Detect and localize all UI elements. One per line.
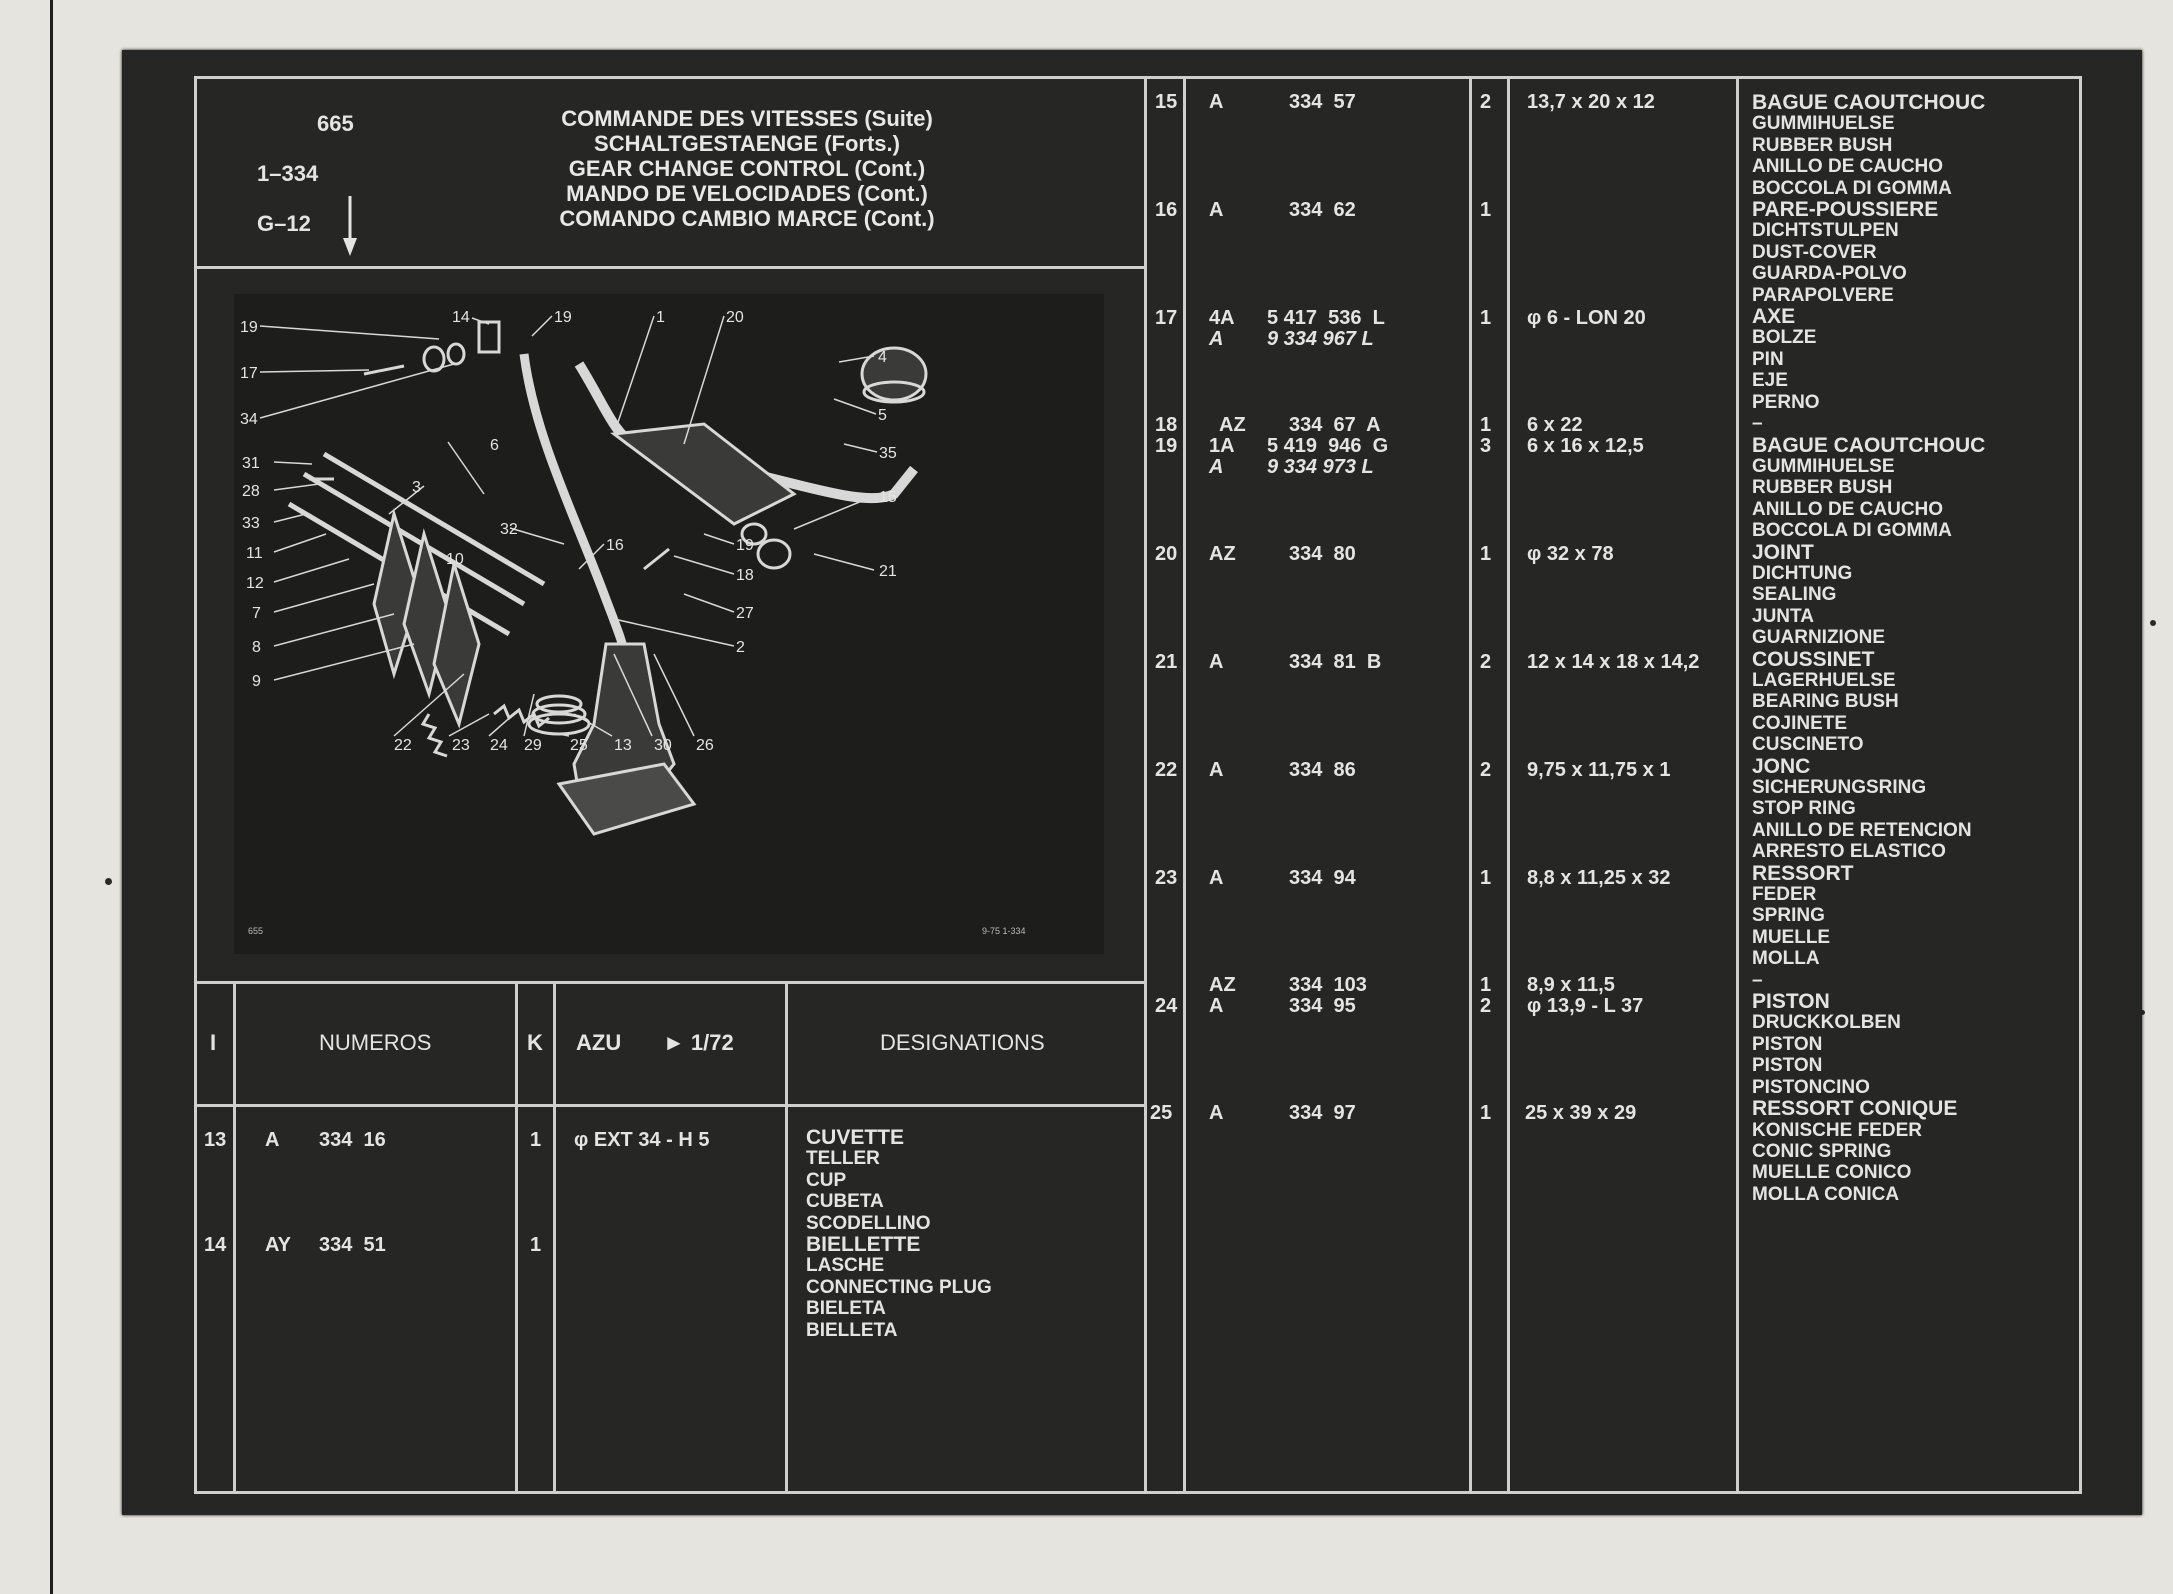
callout-33: 33 bbox=[242, 515, 260, 532]
row-20-k: 1 bbox=[1480, 543, 1492, 565]
callout-9: 9 bbox=[252, 673, 261, 690]
dust-speck bbox=[105, 878, 112, 885]
divider-left-right bbox=[1144, 76, 1147, 1494]
row-17-azu: φ 6 - LON 20 bbox=[1527, 307, 1646, 329]
row-18-k: 1 bbox=[1480, 414, 1492, 436]
designation-translation: CUSCINETO bbox=[1752, 734, 1864, 756]
row-23-k: 1 bbox=[1480, 867, 1492, 889]
row-14-index: 14 bbox=[204, 1234, 227, 1256]
row-24-k-b: 2 bbox=[1480, 995, 1492, 1017]
desig-it: BIELLETA bbox=[806, 1319, 898, 1341]
callout-17: 17 bbox=[240, 365, 258, 382]
designation-translation: ARRESTO ELASTICO bbox=[1752, 841, 1946, 863]
designation-translation: BOCCOLA DI GOMMA bbox=[1752, 177, 1952, 199]
designation-translation: PIN bbox=[1752, 348, 1784, 370]
row-13-k: 1 bbox=[530, 1129, 542, 1151]
row-13-prefix: A bbox=[265, 1129, 280, 1151]
designation-translation: PISTONCINO bbox=[1752, 1076, 1870, 1098]
row-19-number-a: 5 419 946 G bbox=[1267, 435, 1389, 457]
divider-right-i bbox=[1183, 76, 1186, 1494]
title-line-de: SCHALTGESTAENGE (Forts.) bbox=[594, 131, 900, 156]
row-18-prefix: AZ bbox=[1219, 414, 1246, 436]
callout-32: 32 bbox=[500, 521, 518, 538]
row-18-index: 18 bbox=[1155, 414, 1178, 436]
designation-translation: FEDER bbox=[1752, 884, 1817, 906]
designations-right-column bbox=[1752, 92, 1985, 1205]
callout-6: 6 bbox=[490, 437, 499, 454]
callout-14: 14 bbox=[452, 309, 470, 326]
callout-8: 8 bbox=[252, 639, 261, 656]
designation-translation: GUMMIHUELSE bbox=[1752, 455, 1895, 477]
page-title bbox=[462, 106, 1032, 231]
row-23-prefix: A bbox=[1209, 867, 1224, 889]
row-19-number-b: 9 334 973 L bbox=[1267, 456, 1374, 478]
diagram-footer-left: 655 bbox=[248, 926, 264, 936]
designation-translation: SEALING bbox=[1752, 584, 1837, 606]
callout-19b: 19 bbox=[554, 309, 572, 326]
callout-26: 26 bbox=[696, 737, 714, 754]
designation-translation: DICHTUNG bbox=[1752, 562, 1853, 584]
callout-10: 10 bbox=[446, 551, 464, 568]
group-code: G–12 bbox=[257, 211, 311, 236]
divider-left-azu bbox=[785, 981, 788, 1494]
row-13-designation bbox=[806, 1127, 931, 1234]
designation-translation: PARAPOLVERE bbox=[1752, 284, 1894, 306]
row-19-azu: 6 x 16 x 12,5 bbox=[1527, 435, 1644, 457]
row-24-number-a: 334 103 bbox=[1289, 974, 1367, 996]
designation-translation: STOP RING bbox=[1752, 798, 1856, 820]
title-line-fr: COMMANDE DES VITESSES (Suite) bbox=[561, 106, 933, 131]
designation-translation: CONIC SPRING bbox=[1752, 1140, 1892, 1162]
row-17-prefix-a: 4A bbox=[1209, 307, 1235, 329]
designation-translation: DRUCKKOLBEN bbox=[1752, 1012, 1901, 1034]
callout-20: 20 bbox=[726, 309, 744, 326]
designation-translation: MUELLE bbox=[1752, 926, 1831, 948]
designation-translation: MUELLE CONICO bbox=[1752, 1162, 1912, 1184]
designation-translation: COJINETE bbox=[1752, 712, 1848, 734]
designation-main: RESSORT bbox=[1752, 861, 1854, 885]
designation-translation: JUNTA bbox=[1752, 605, 1814, 627]
callout-15: 15 bbox=[879, 489, 897, 506]
column-header-bottom-line bbox=[194, 1104, 1146, 1107]
row-15-number: 334 57 bbox=[1289, 91, 1356, 113]
header-bottom-line bbox=[194, 266, 1146, 269]
row-21-k: 2 bbox=[1480, 651, 1492, 673]
designation-main: JONC bbox=[1752, 754, 1811, 778]
designation-translation: KONISCHE FEDER bbox=[1752, 1119, 1922, 1141]
callout-31: 31 bbox=[242, 455, 260, 472]
row-14-designation bbox=[806, 1234, 992, 1341]
parts-catalog-sheet bbox=[122, 50, 2142, 1515]
callout-34: 34 bbox=[240, 411, 258, 428]
divider-left-k bbox=[553, 981, 556, 1494]
desig-it: SCODELLINO bbox=[806, 1212, 931, 1234]
row-15-k: 2 bbox=[1480, 91, 1492, 113]
divider-right-azu bbox=[1736, 76, 1739, 1494]
row-21-index: 21 bbox=[1155, 651, 1178, 673]
divider-left-i bbox=[233, 981, 236, 1494]
row-14-prefix: AY bbox=[265, 1234, 291, 1256]
row-25-azu: 25 x 39 x 29 bbox=[1525, 1102, 1637, 1124]
row-19-prefix-b: A bbox=[1209, 456, 1224, 478]
row-21-number: 334 81 B bbox=[1289, 651, 1382, 673]
row-24-prefix-a: AZ bbox=[1209, 974, 1236, 996]
designation-translation: ANILLO DE CAUCHO bbox=[1752, 498, 1944, 520]
row-24-number-b: 334 95 bbox=[1289, 995, 1356, 1017]
row-16-index: 16 bbox=[1155, 199, 1178, 221]
row-14-number: 334 51 bbox=[319, 1234, 386, 1256]
designation-translation: PERNO bbox=[1752, 391, 1820, 413]
row-14-k: 1 bbox=[530, 1234, 542, 1256]
desig-de: TELLER bbox=[806, 1148, 880, 1170]
row-20-prefix: AZ bbox=[1209, 543, 1236, 565]
callout-13: 13 bbox=[614, 737, 632, 754]
desig-es: BIELETA bbox=[806, 1298, 886, 1320]
title-line-en: GEAR CHANGE CONTROL (Cont.) bbox=[568, 156, 926, 181]
designation-translation: PISTON bbox=[1752, 1033, 1823, 1055]
row-20-index: 20 bbox=[1155, 543, 1178, 565]
designation-translation: RUBBER BUSH bbox=[1752, 134, 1893, 156]
row-17-number-a: 5 417 536 L bbox=[1267, 307, 1385, 329]
callout-7: 7 bbox=[252, 605, 261, 622]
designation-translation: BOLZE bbox=[1752, 327, 1817, 349]
row-20-azu: φ 32 x 78 bbox=[1527, 543, 1614, 565]
callout-24: 24 bbox=[490, 737, 508, 754]
row-17-k: 1 bbox=[1480, 307, 1492, 329]
callout-4: 4 bbox=[878, 349, 887, 366]
callout-35: 35 bbox=[879, 445, 897, 462]
desig-en: CONNECTING PLUG bbox=[806, 1276, 992, 1298]
designation-translation: RUBBER BUSH bbox=[1752, 477, 1893, 499]
row-21-azu: 12 x 14 x 18 x 14,2 bbox=[1527, 651, 1700, 673]
arrow-down-icon bbox=[340, 196, 360, 258]
callout-11: 11 bbox=[246, 545, 263, 562]
diagram-footer-right: 9-75 1-334 bbox=[982, 926, 1026, 936]
row-24-azu-b: φ 13,9 - L 37 bbox=[1527, 995, 1644, 1017]
row-17-index: 17 bbox=[1155, 307, 1178, 329]
designation-translation: SICHERUNGSRING bbox=[1752, 777, 1927, 798]
callout-1: 1 bbox=[656, 309, 665, 326]
designation-main: JOINT bbox=[1752, 540, 1814, 564]
model-code: 1–334 bbox=[257, 161, 319, 186]
row-13-azu: φ EXT 34 - H 5 bbox=[574, 1129, 710, 1151]
dust-speck bbox=[2150, 620, 2156, 626]
row-15-index: 15 bbox=[1155, 91, 1178, 113]
callout-3: 3 bbox=[412, 479, 421, 496]
row-24-k-a: 1 bbox=[1480, 974, 1492, 996]
callout-2: 2 bbox=[736, 639, 745, 656]
callout-18: 18 bbox=[736, 567, 754, 584]
col-header-numeros: NUMEROS bbox=[319, 1030, 432, 1055]
row-19-prefix-a: 1A bbox=[1209, 435, 1235, 457]
designation-main: BAGUE CAOUTCHOUC bbox=[1752, 91, 1986, 114]
designation-main: RESSORT CONIQUE bbox=[1752, 1097, 1958, 1121]
callout-25: 25 bbox=[570, 737, 588, 754]
designation-translation: PISTON bbox=[1752, 1055, 1823, 1077]
callout-29: 29 bbox=[524, 737, 542, 754]
designation-main: COUSSINET bbox=[1752, 647, 1875, 671]
designation-main: AXE bbox=[1752, 305, 1796, 329]
section-number: 665 bbox=[317, 111, 354, 136]
desig-es: CUBETA bbox=[806, 1191, 884, 1213]
row-19-k: 3 bbox=[1480, 435, 1492, 457]
callout-16: 16 bbox=[606, 537, 624, 554]
designation-translation: – bbox=[1752, 413, 1763, 435]
designation-translation: BEARING BUSH bbox=[1752, 691, 1899, 713]
row-24-prefix-b: A bbox=[1209, 995, 1224, 1017]
col-header-i: I bbox=[210, 1030, 217, 1055]
diagram-drawing bbox=[234, 294, 1104, 954]
designation-translation: GUMMIHUELSE bbox=[1752, 113, 1895, 135]
designation-translation: GUARDA-POLVO bbox=[1752, 263, 1907, 285]
desig-fr: BIELLETTE bbox=[806, 1233, 921, 1256]
row-22-number: 334 86 bbox=[1289, 759, 1356, 781]
col-header-k: K bbox=[527, 1030, 543, 1055]
row-21-prefix: A bbox=[1209, 651, 1224, 673]
divider-right-k bbox=[1507, 76, 1510, 1494]
row-24-index: 24 bbox=[1155, 995, 1178, 1017]
row-13-number: 334 16 bbox=[319, 1129, 386, 1151]
scan-edge-line bbox=[50, 0, 53, 1594]
row-25-number: 334 97 bbox=[1289, 1102, 1356, 1124]
exploded-diagram bbox=[234, 294, 1104, 954]
row-25-index: 25 bbox=[1150, 1102, 1173, 1124]
designation-translation: ANILLO DE RETENCION bbox=[1752, 819, 1972, 841]
designation-translation: – bbox=[1752, 969, 1763, 991]
designation-translation: MOLLA bbox=[1752, 948, 1820, 970]
designation-translation: ANILLO DE CAUCHO bbox=[1752, 156, 1944, 178]
row-22-azu: 9,75 x 11,75 x 1 bbox=[1527, 759, 1671, 781]
designation-main: BAGUE CAOUTCHOUC bbox=[1752, 433, 1986, 457]
callout-27: 27 bbox=[736, 605, 754, 622]
row-19-index: 19 bbox=[1155, 435, 1178, 457]
row-18-number: 334 67 A bbox=[1289, 414, 1381, 436]
col-header-azu: AZU bbox=[576, 1030, 622, 1055]
callout-22: 22 bbox=[394, 737, 412, 754]
designation-translation: LAGERHUELSE bbox=[1752, 669, 1896, 691]
designation-translation: BOCCOLA DI GOMMA bbox=[1752, 520, 1952, 542]
col-header-designations: DESIGNATIONS bbox=[880, 1030, 1045, 1055]
divider-left-num bbox=[515, 981, 518, 1494]
designation-translation: MOLLA CONICA bbox=[1752, 1183, 1900, 1205]
row-22-prefix: A bbox=[1209, 759, 1224, 781]
callout-21: 21 bbox=[879, 563, 897, 580]
designation-translation: EJE bbox=[1752, 370, 1788, 392]
diagram-bottom-line bbox=[194, 981, 1146, 984]
col-header-azu-ratio: ► 1/72 bbox=[663, 1030, 734, 1055]
row-25-prefix: A bbox=[1209, 1102, 1224, 1124]
title-line-es: MANDO DE VELOCIDADES (Cont.) bbox=[566, 181, 928, 206]
callout-30: 30 bbox=[654, 737, 672, 754]
row-15-azu: 13,7 x 20 x 12 bbox=[1527, 91, 1655, 113]
row-23-number: 334 94 bbox=[1289, 867, 1356, 889]
designation-translation: SPRING bbox=[1752, 905, 1825, 927]
callout-19a: 19 bbox=[240, 319, 258, 336]
row-23-azu: 8,8 x 11,25 x 32 bbox=[1527, 867, 1671, 889]
row-22-k: 2 bbox=[1480, 759, 1492, 781]
row-16-number: 334 62 bbox=[1289, 199, 1356, 221]
designation-translation: DUST-COVER bbox=[1752, 241, 1877, 263]
desig-fr: CUVETTE bbox=[806, 1126, 905, 1149]
title-line-it: COMANDO CAMBIO MARCE (Cont.) bbox=[559, 206, 935, 231]
designation-translation: DICHTSTULPEN bbox=[1752, 220, 1899, 242]
divider-right-num bbox=[1469, 76, 1472, 1494]
row-24-azu-a: 8,9 x 11,5 bbox=[1527, 974, 1615, 996]
desig-de: LASCHE bbox=[806, 1255, 885, 1277]
row-16-prefix: A bbox=[1209, 199, 1224, 221]
designation-main: PISTON bbox=[1752, 990, 1830, 1014]
designation-main: PARE-POUSSIERE bbox=[1752, 198, 1939, 222]
designation-translation: GUARNIZIONE bbox=[1752, 627, 1885, 649]
row-13-index: 13 bbox=[204, 1129, 227, 1151]
callout-12: 12 bbox=[246, 575, 264, 592]
row-16-k: 1 bbox=[1480, 199, 1492, 221]
row-17-number-b: 9 334 967 L bbox=[1267, 328, 1374, 350]
row-25-k: 1 bbox=[1480, 1102, 1492, 1124]
row-22-index: 22 bbox=[1155, 759, 1178, 781]
row-17-prefix-b: A bbox=[1209, 328, 1224, 350]
row-15-prefix: A bbox=[1209, 91, 1224, 113]
callout-5: 5 bbox=[878, 407, 887, 424]
desig-en: CUP bbox=[806, 1169, 847, 1191]
row-23-index: 23 bbox=[1155, 867, 1178, 889]
callout-19c: 19 bbox=[736, 537, 754, 554]
callout-23: 23 bbox=[452, 737, 470, 754]
row-18-azu: 6 x 22 bbox=[1527, 414, 1583, 436]
row-20-number: 334 80 bbox=[1289, 543, 1356, 565]
callout-28: 28 bbox=[242, 483, 260, 500]
